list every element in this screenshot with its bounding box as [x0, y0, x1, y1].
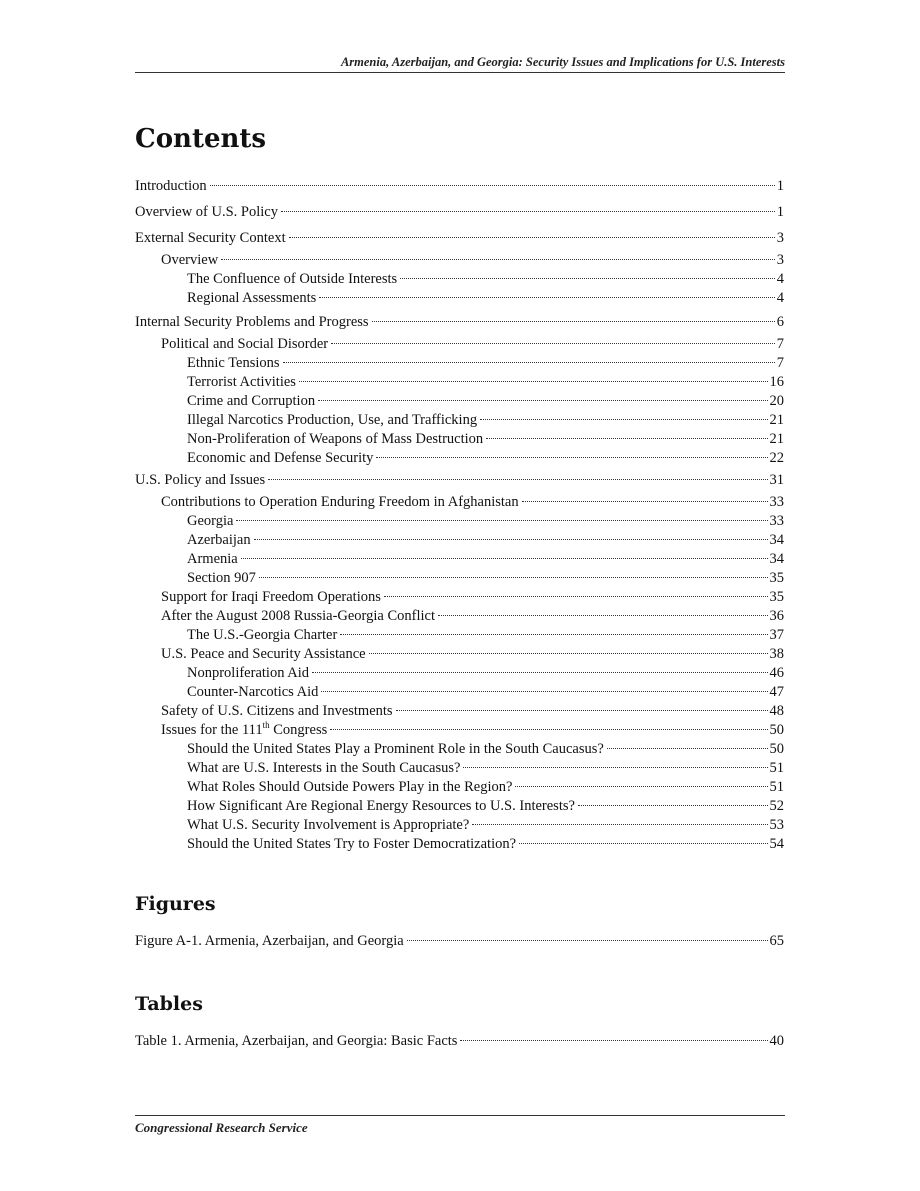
toc-entry-page: 33: [769, 513, 784, 529]
dot-leader: [460, 1040, 767, 1041]
toc-entry-page: 21: [769, 431, 784, 447]
figures-heading: Figures: [135, 893, 216, 915]
toc-entry-page: 1: [776, 178, 784, 194]
toc-entry-page: 7: [776, 355, 784, 371]
dot-leader: [312, 672, 767, 673]
toc-entry-title: Figure A-1. Armenia, Azerbaijan, and Georgia: [135, 933, 404, 949]
toc-entry[interactable]: [135, 664, 784, 683]
toc-entry[interactable]: [135, 835, 784, 854]
toc-entry[interactable]: [135, 932, 784, 951]
toc-entry[interactable]: [135, 797, 784, 816]
toc-entry-page: 50: [769, 722, 784, 738]
dot-leader: [330, 729, 767, 730]
dot-leader: [463, 767, 767, 768]
toc-entry-page: 4: [776, 271, 784, 287]
toc-entry[interactable]: [135, 430, 784, 449]
toc-entry-page: 54: [769, 836, 784, 852]
dot-leader: [221, 259, 775, 260]
dot-leader: [372, 321, 775, 322]
toc-entry-title: Georgia: [187, 513, 234, 529]
toc-entry-title: Safety of U.S. Citizens and Investments: [161, 703, 393, 719]
dot-leader: [321, 691, 767, 692]
toc-entry-page: 53: [769, 817, 784, 833]
dot-leader: [369, 653, 768, 654]
dot-leader: [268, 479, 767, 480]
toc-entry-page: 65: [769, 933, 784, 949]
toc-entry-page: 50: [769, 741, 784, 757]
toc-entry-page: 20: [769, 393, 784, 409]
toc-entry[interactable]: [135, 313, 784, 332]
toc-entry-page: 3: [776, 230, 784, 246]
toc-entry-title: What U.S. Security Involvement is Appropriate?: [187, 817, 470, 833]
toc-entry[interactable]: [135, 645, 784, 664]
toc-entry-page: 7: [776, 336, 784, 352]
toc-entry-page: 34: [769, 551, 784, 567]
toc-entry-title: Azerbaijan: [187, 532, 251, 548]
dot-leader: [407, 940, 768, 941]
dot-leader: [384, 596, 768, 597]
toc-entry-title: Non-Proliferation of Weapons of Mass Destruction: [187, 431, 484, 447]
toc-entry[interactable]: [135, 702, 784, 721]
running-footer: Congressional Research Service: [135, 1120, 308, 1135]
dot-leader: [515, 786, 767, 787]
toc-entry-title: Support for Iraqi Freedom Operations: [161, 589, 381, 605]
toc-entry-title: Overview: [161, 252, 219, 268]
toc-entry-page: 34: [769, 532, 784, 548]
toc-entry-page: 52: [769, 798, 784, 814]
toc-entry-page: 4: [776, 290, 784, 306]
toc-entry-title: Nonproliferation Aid: [187, 665, 310, 681]
toc-entry[interactable]: [135, 588, 784, 607]
toc-entry[interactable]: [135, 626, 784, 645]
toc-entry-page: 21: [769, 412, 784, 428]
toc-entry[interactable]: [135, 203, 784, 222]
toc-entry-title: Issues for the 111th Congress: [161, 720, 328, 738]
toc-entry-title: How Significant Are Regional Energy Resources to U.S. Interests?: [187, 798, 575, 814]
figures-list: [135, 932, 784, 951]
toc-entry[interactable]: [135, 270, 784, 289]
dot-leader: [210, 185, 775, 186]
toc-entry-page: 22: [769, 450, 784, 466]
toc-entry-title: Internal Security Problems and Progress: [135, 314, 369, 330]
tables-heading: Tables: [135, 993, 203, 1015]
dot-leader: [486, 438, 767, 439]
dot-leader: [318, 400, 767, 401]
toc-entry-page: 47: [769, 684, 784, 700]
dot-leader: [522, 501, 768, 502]
toc-entry[interactable]: [135, 512, 784, 531]
toc-entry[interactable]: [135, 683, 784, 702]
toc-entry[interactable]: [135, 740, 784, 759]
toc-entry-page: 3: [776, 252, 784, 268]
dot-leader: [438, 615, 768, 616]
toc-entry[interactable]: [135, 493, 784, 512]
toc-entry-page: 40: [769, 1033, 784, 1049]
toc-entry-title: The Confluence of Outside Interests: [187, 271, 398, 287]
toc-entry[interactable]: [135, 778, 784, 797]
running-header: Armenia, Azerbaijan, and Georgia: Security Issues and Implications for U.S. Interests: [340, 55, 785, 69]
footer-rule: [135, 1115, 785, 1116]
toc-entry-title: U.S. Policy and Issues: [135, 472, 266, 488]
toc-entry-page: 35: [769, 570, 784, 586]
dot-leader: [254, 539, 768, 540]
toc-entry-title: Economic and Defense Security: [187, 450, 374, 466]
dot-leader: [519, 843, 767, 844]
dot-leader: [319, 297, 774, 298]
tables-list: [135, 1032, 784, 1051]
toc-entry-title: U.S. Peace and Security Assistance: [161, 646, 366, 662]
toc-entry-title: The U.S.-Georgia Charter: [187, 627, 338, 643]
toc-entry-page: 36: [769, 608, 784, 624]
dot-leader: [289, 237, 775, 238]
toc-entry-title: Terrorist Activities: [187, 374, 296, 390]
toc-entry-title: Crime and Corruption: [187, 393, 316, 409]
toc-entry-page: 51: [769, 760, 784, 776]
toc-entry-page: 38: [769, 646, 784, 662]
toc-entry[interactable]: [135, 251, 784, 270]
toc-entry-title: Section 907: [187, 570, 256, 586]
toc-entry[interactable]: [135, 759, 784, 778]
dot-leader: [259, 577, 768, 578]
toc-entry-page: 46: [769, 665, 784, 681]
dot-leader: [376, 457, 767, 458]
toc-entry[interactable]: [135, 531, 784, 550]
toc-entry-page: 35: [769, 589, 784, 605]
toc-entry[interactable]: [135, 471, 784, 490]
contents-list: [135, 177, 784, 854]
dot-leader: [236, 520, 767, 521]
toc-entry-title: Regional Assessments: [187, 290, 317, 306]
toc-entry-title: After the August 2008 Russia-Georgia Conflict: [161, 608, 435, 624]
toc-entry-title: Political and Social Disorder: [161, 336, 329, 352]
toc-entry-page: 48: [769, 703, 784, 719]
toc-entry-title: Introduction: [135, 178, 207, 194]
toc-entry[interactable]: [135, 229, 784, 248]
dot-leader: [241, 558, 768, 559]
toc-entry[interactable]: [135, 392, 784, 411]
toc-entry-page: 33: [769, 494, 784, 510]
toc-entry-title: Table 1. Armenia, Azerbaijan, and Georgia: Basic Facts: [135, 1033, 458, 1049]
toc-entry[interactable]: [135, 177, 784, 196]
dot-leader: [480, 419, 767, 420]
dot-leader: [578, 805, 768, 806]
toc-entry-title: Armenia: [187, 551, 238, 567]
toc-entry[interactable]: [135, 721, 784, 740]
dot-leader: [396, 710, 768, 711]
dot-leader: [283, 362, 775, 363]
toc-entry[interactable]: [135, 335, 784, 354]
dot-leader: [299, 381, 768, 382]
toc-entry-title: External Security Context: [135, 230, 286, 246]
toc-entry[interactable]: [135, 607, 784, 626]
toc-entry-title: Overview of U.S. Policy: [135, 204, 278, 220]
toc-entry-title: What are U.S. Interests in the South Caucasus?: [187, 760, 461, 776]
toc-entry-page: 16: [769, 374, 784, 390]
contents-heading: Contents: [135, 124, 267, 154]
toc-entry-page: 6: [776, 314, 784, 330]
toc-entry-title: Should the United States Play a Prominent Role in the South Caucasus?: [187, 741, 604, 757]
toc-entry[interactable]: [135, 373, 784, 392]
toc-entry-title: Counter-Narcotics Aid: [187, 684, 319, 700]
dot-leader: [607, 748, 768, 749]
toc-entry-title: What Roles Should Outside Powers Play in the Region?: [187, 779, 513, 795]
toc-entry-title: Ethnic Tensions: [187, 355, 280, 371]
toc-entry[interactable]: [135, 550, 784, 569]
dot-leader: [400, 278, 775, 279]
toc-entry-title: Should the United States Try to Foster Democratization?: [187, 836, 517, 852]
toc-entry[interactable]: [135, 354, 784, 373]
toc-entry[interactable]: [135, 569, 784, 588]
dot-leader: [331, 343, 775, 344]
toc-entry-page: 37: [769, 627, 784, 643]
toc-entry[interactable]: [135, 289, 784, 308]
dot-leader: [472, 824, 767, 825]
header-rule: [135, 72, 785, 73]
toc-entry-page: 1: [776, 204, 784, 220]
dot-leader: [281, 211, 775, 212]
dot-leader: [340, 634, 767, 635]
toc-entry-page: 31: [769, 472, 784, 488]
toc-entry-page: 51: [769, 779, 784, 795]
toc-entry[interactable]: [135, 816, 784, 835]
toc-entry-title: Illegal Narcotics Production, Use, and Trafficking: [187, 412, 478, 428]
toc-entry[interactable]: [135, 1032, 784, 1051]
toc-entry[interactable]: [135, 449, 784, 468]
toc-entry[interactable]: [135, 411, 784, 430]
toc-entry-title: Contributions to Operation Enduring Freedom in Afghanistan: [161, 494, 519, 510]
